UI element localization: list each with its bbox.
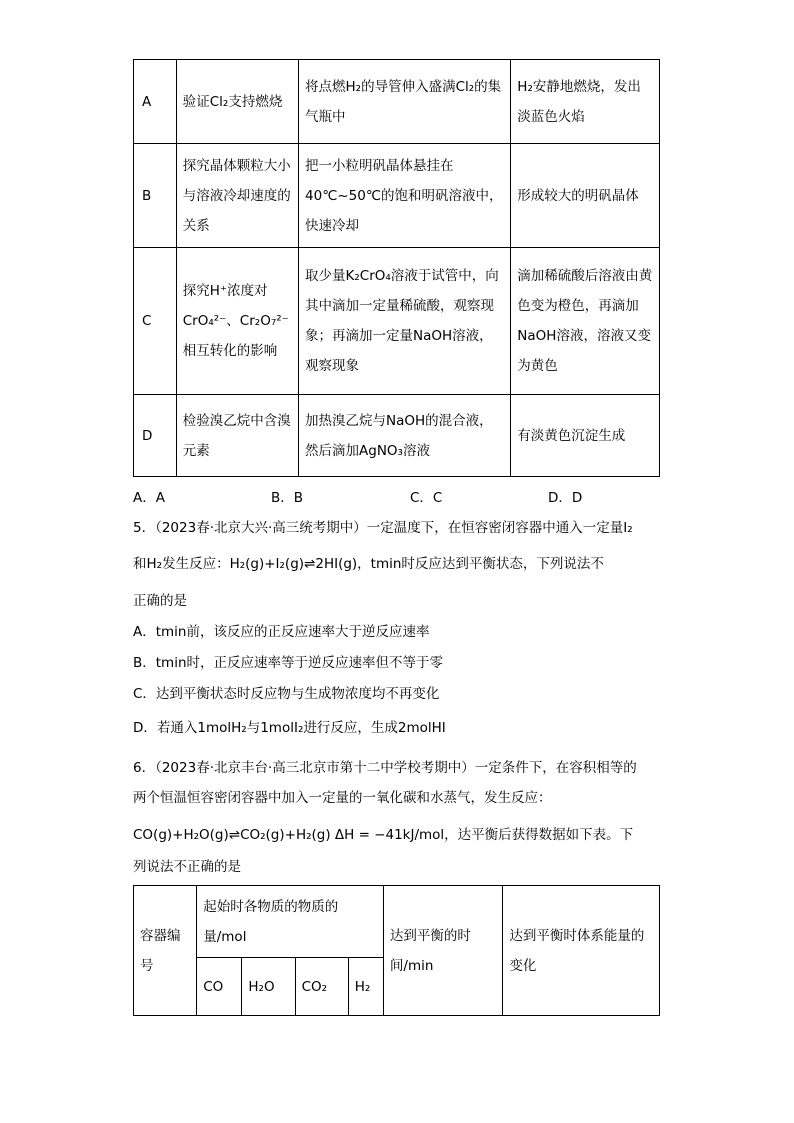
header-energy-change: 达到平衡时体系能量的变化 (503, 886, 660, 1016)
phenomenon-cell: H₂安静地燃烧，发出淡蓝色火焰 (511, 60, 660, 144)
q5-option-d[interactable]: D．若通入1molH₂与1molI₂进行反应，生成2molHI (133, 720, 446, 736)
equilibrium-data-table (133, 885, 660, 1016)
q5-option-c[interactable]: C．达到平衡状态时反应物与生成物浓度均不再变化 (133, 686, 440, 702)
q4-option-b[interactable]: B．B (271, 490, 304, 506)
header-equilibrium-time: 达到平衡的时间/min (383, 886, 502, 1016)
purpose-cell: 检验溴乙烷中含溴元素 (176, 395, 298, 477)
option-cell: D (134, 395, 177, 477)
col-h2o: H₂O (242, 958, 295, 1016)
operation-cell: 把一小粒明矾晶体悬挂在40℃~50℃的饱和明矾溶液中，快速冷却 (299, 144, 511, 248)
header-container-no: 容器编号 (134, 886, 197, 1016)
q6-stem-line2: 两个恒温恒容密闭容器中加入一定量的一氧化碳和水蒸气，发生反应： (133, 790, 552, 806)
operation-cell: 加热溴乙烷与NaOH的混合液，然后滴加AgNO₃溶液 (299, 395, 511, 477)
q4-options (133, 486, 660, 506)
purpose-cell: 探究晶体颗粒大小与溶液冷却速度的关系 (176, 144, 298, 248)
purpose-cell: 探究H⁺浓度对CrO₄²⁻、Cr₂O₇²⁻相互转化的影响 (176, 248, 298, 395)
q5-stem-line1: 5．（2023春·北京大兴·高三统考期中）一定温度下，在恒容密闭容器中通入一定量I₂ (133, 520, 633, 536)
operation-cell: 取少量K₂CrO₄溶液于试管中，向其中滴加一定量稀硫酸，观察现象；再滴加一定量NaOH溶液，观察现象 (299, 248, 511, 395)
q6-stem-line1: 6．（2023春·北京丰台·高三北京市第十二中学校考期中）一定条件下，在容积相等的 (133, 760, 637, 776)
q6-stem-line4: 列说法不正确的是 (133, 859, 241, 875)
phenomenon-cell: 滴加稀硫酸后溶液由黄色变为橙色，再滴加NaOH溶液，溶液又变为黄色 (511, 248, 660, 395)
q5-stem-line2: 和H₂发生反应：H₂(g)+I₂(g)⇌2HI(g)，tmin时反应达到平衡状态，下列说法不 (133, 556, 604, 572)
q4-option-c[interactable]: C．C (410, 490, 443, 506)
option-cell: B (134, 144, 177, 248)
table-row (134, 144, 660, 248)
col-h2: H₂ (348, 958, 383, 1016)
col-co2: CO₂ (295, 958, 348, 1016)
experiment-table (133, 59, 660, 477)
phenomenon-cell: 形成较大的明矾晶体 (511, 144, 660, 248)
operation-cell: 将点燃H₂的导管伸入盛满Cl₂的集气瓶中 (299, 60, 511, 144)
phenomenon-cell: 有淡黄色沉淀生成 (511, 395, 660, 477)
option-cell: C (134, 248, 177, 395)
table-row (134, 60, 660, 144)
q5-stem-line3: 正确的是 (133, 593, 187, 609)
q4-option-a[interactable]: A．A (133, 490, 165, 506)
q4-option-d[interactable]: D．D (548, 490, 583, 506)
table-row (134, 248, 660, 395)
q5-option-a[interactable]: A．tmin前，该反应的正反应速率大于逆反应速率 (133, 624, 430, 640)
option-cell: A (134, 60, 177, 144)
q5-option-b[interactable]: B．tmin时，正反应速率等于逆反应速率但不等于零 (133, 655, 444, 671)
header-start-amount: 起始时各物质的物质的量/mol (197, 886, 384, 958)
table-header-row (134, 886, 660, 958)
table-row (134, 395, 660, 477)
q6-equation-line: CO(g)+H₂O(g)⇌CO₂(g)+H₂(g) ΔH = −41kJ/mol，达平衡后获得数据如下表。下 (133, 827, 634, 843)
col-co: CO (197, 958, 242, 1016)
purpose-cell: 验证Cl₂支持燃烧 (176, 60, 298, 144)
